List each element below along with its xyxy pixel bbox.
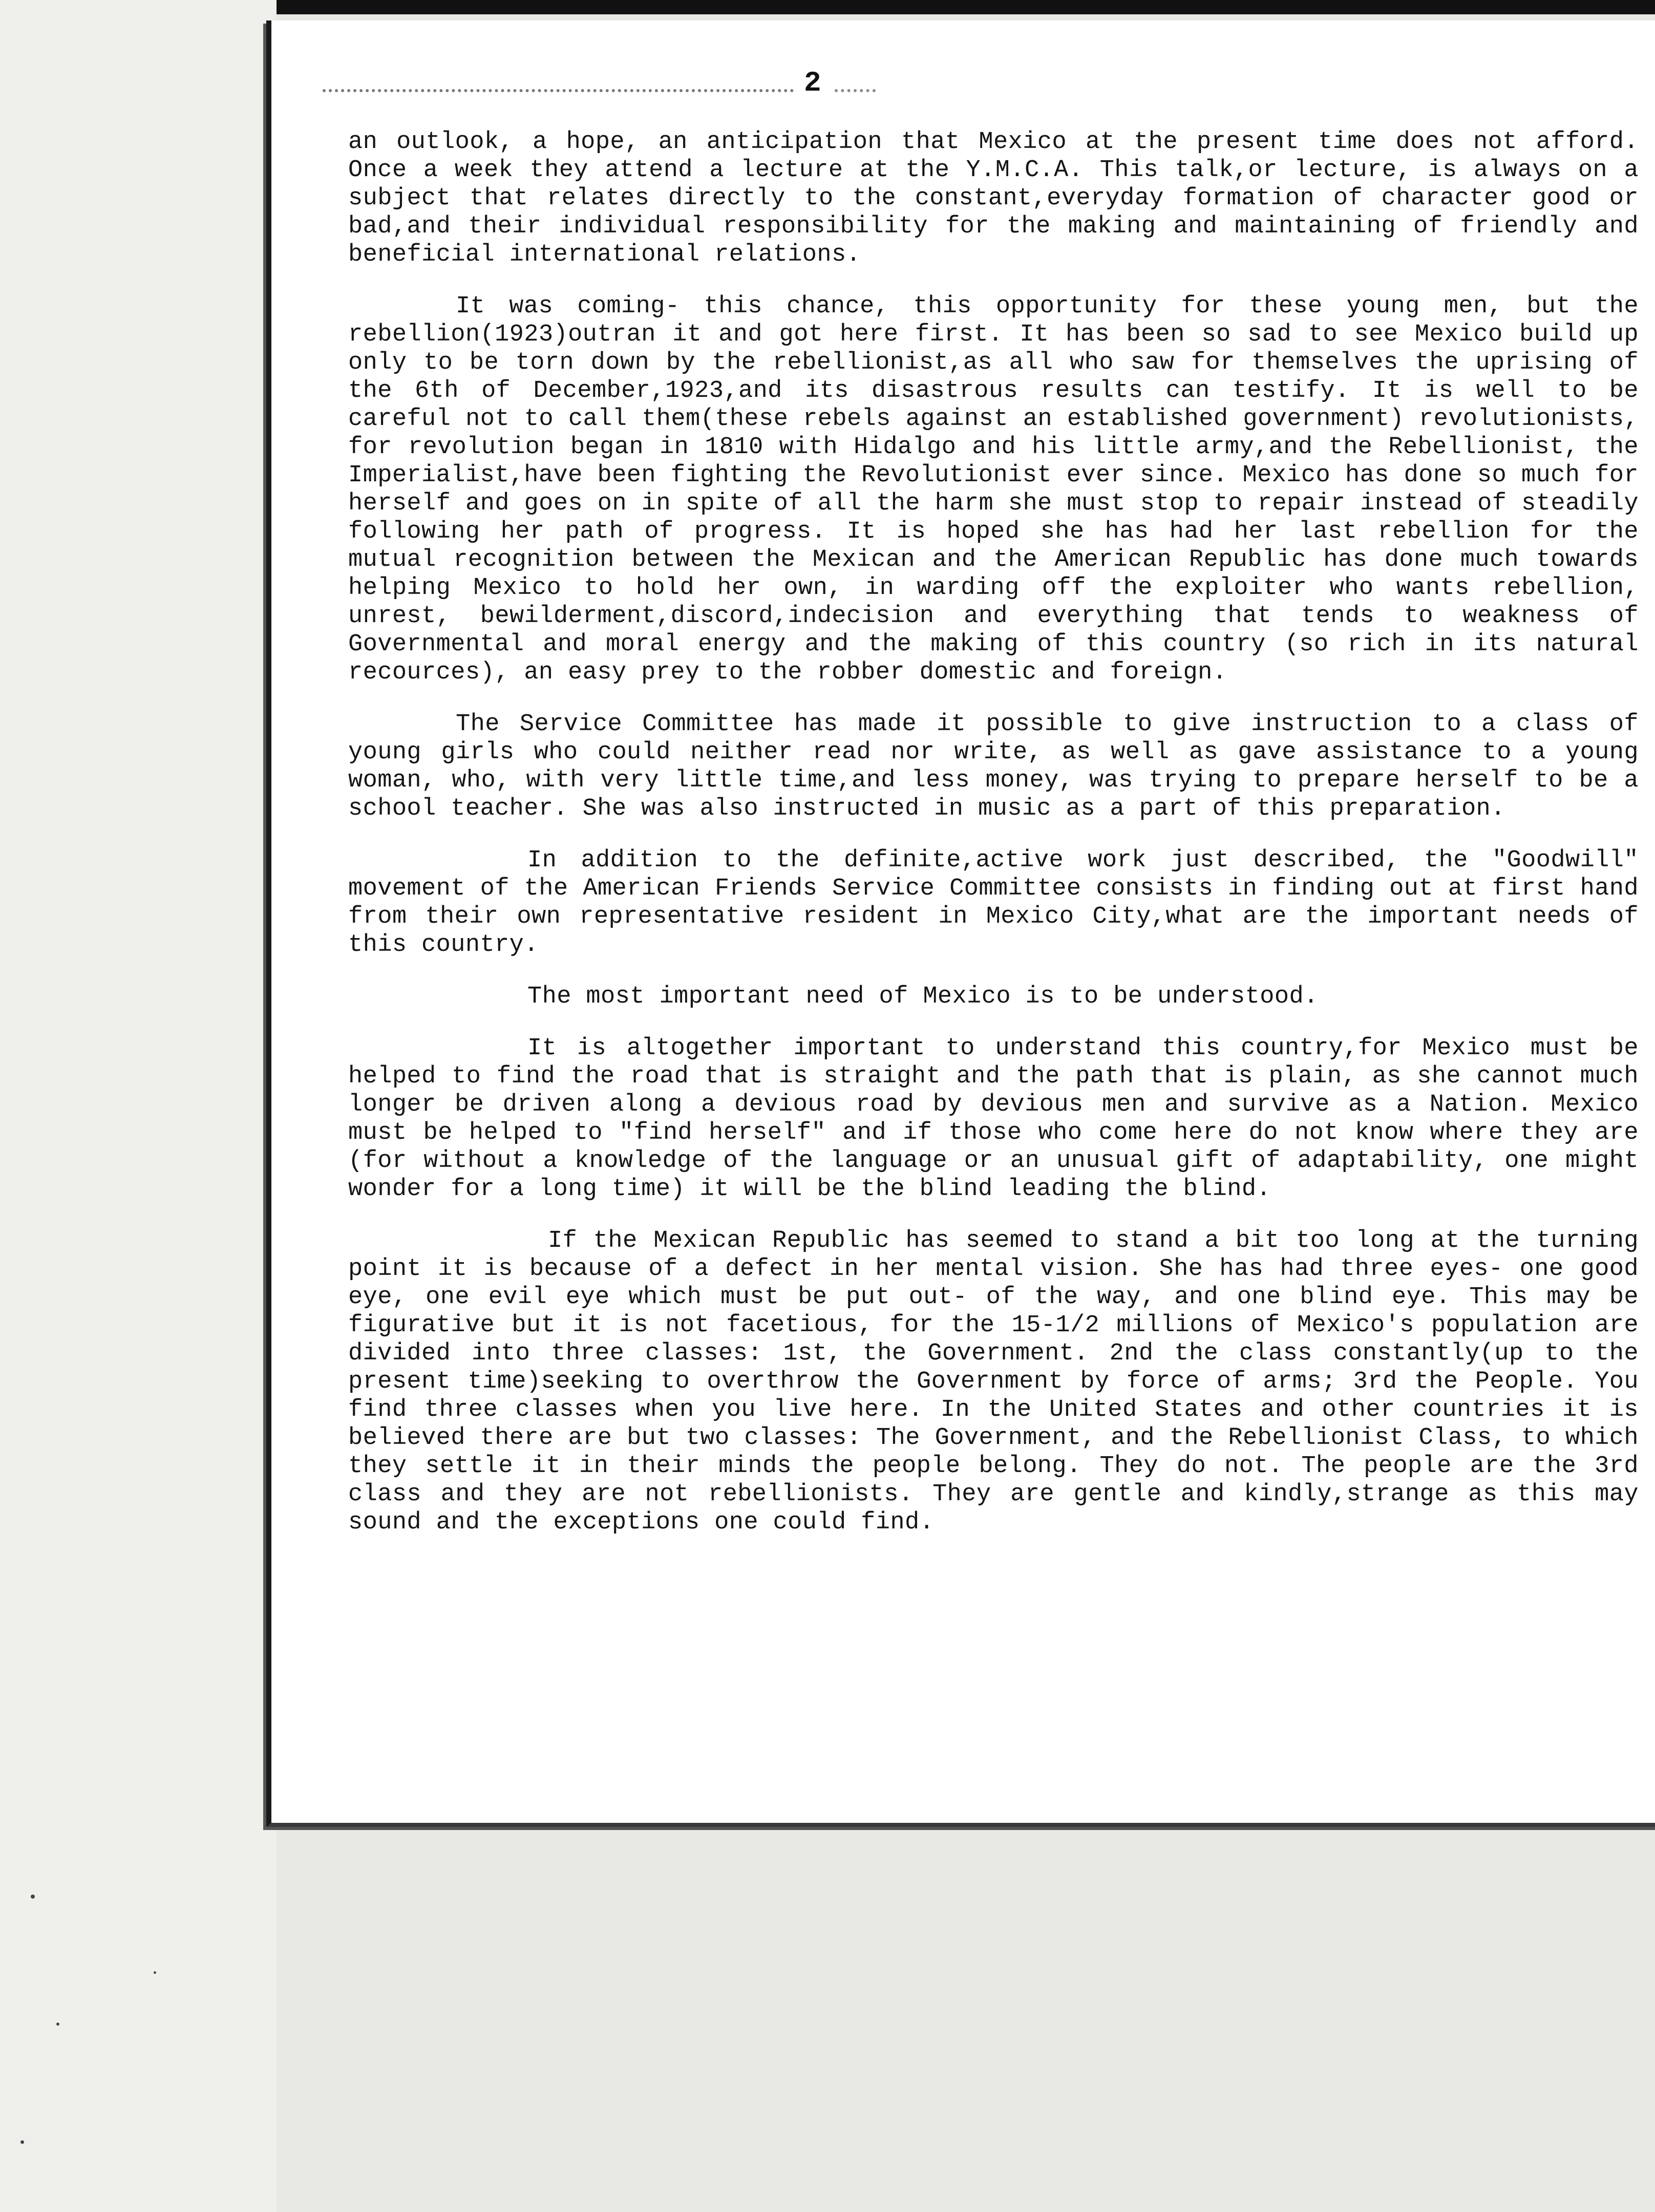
page-number: 2 (804, 67, 821, 99)
paragraph-1: an outlook, a hope, an anticipation that Mexico at the present time does not afford. Once a week they attend a lecture at the Y.M.C.A. This talk,or lecture, is always on a subject that relates directly to the constant,everyday formation of character good or bad,and their individual responsibility for the making and maintaining of friendly and beneficial international relations. (348, 129, 1639, 268)
scan-speck (31, 1895, 35, 1899)
paragraph-4: In addition to the definite,active work just described, the "Goodwill" movement of the American Friends Service Committee consists in finding out at first hand from their own representative resident in Mexico City,what are the important needs of this country. (348, 847, 1639, 959)
header-rule-right (835, 89, 876, 92)
body-text (348, 128, 1639, 1560)
scan-speck (56, 2023, 59, 2026)
document-page (266, 20, 1655, 1827)
header-rule (323, 89, 794, 92)
scan-speck (20, 2140, 24, 2144)
paragraph-6: It is altogether important to understand this country,for Mexico must be helped to find the road that is straight and the path that is plain, as she cannot much longer be driven along a devious road by devious men and survive as a Nation. Mexico must be helped to "find herself" and if those who come here do not know where they are (for without a knowledge of the language or an unusual gift of adaptability, one might wonder for a long time) it will be the blind leading the blind. (348, 1035, 1639, 1203)
paragraph-7: If the Mexican Republic has seemed to stand a bit too long at the turning point it is because of a defect in her mental vision. She has had three eyes- one good eye, one evil eye which must be put out- of the way, and one blind eye. This may be figurative but it is not facetious, for the 15-1/2 millions of Mexico's population are divided into three classes: 1st, the Government. 2nd the class constantly(up to the present time)seeking to overthrow the Government by force of arms; 3rd the People. You find three classes when you live here. In the United States and other countries it is believed there are but two classes: The Government, and the Rebellionist Class, to which they settle it in their minds the people belong. They do not. The people are the 3rd class and they are not rebellionists. They are gentle and kindly,strange as this may sound and the exceptions one could find. (348, 1227, 1639, 1536)
paragraph-5: The most important need of Mexico is to be understood. (527, 983, 1319, 1010)
paragraph-2: It was coming- this chance, this opportunity for these young men, but the rebellion(1923)outran it and got here first. It has been so sad to see Mexico build up only to be torn down by the rebellionist,as all who saw for themselves the uprising of the 6th of December,1923,and its disastrous results can testify. It is well to be careful not to call them(these rebels against an established government) revolutionists, for revolution began in 1810 with Hidalgo and his little army,and the Rebellionist, the Imperialist,have been fighting the Revolutionist ever since. Mexico has done so much for herself and goes on in spite of all the harm she must stop to repair instead of steadily following her path of progress. It is hoped she has had her last rebellion for the mutual recognition between the Mexican and the American Republic has done much towards helping Mexico to hold her own, in warding off the exploiter who wants rebellion, unrest, bewilderment,discord,indecision and everything that tends to weakness of Governmental and moral energy and the making of this country (so rich in its natural recources), an easy prey to the robber domestic and foreign. (348, 293, 1639, 686)
scan-speck (154, 1971, 156, 1974)
scan-background (0, 0, 277, 2212)
paragraph-3: The Service Committee has made it possible to give instruction to a class of young girls who could neither read nor write, as well as gave assistance to a young woman, who, with very little time,and less money, was trying to prepare herself to be a school teacher. She was also instructed in music as a part of this preparation. (348, 711, 1639, 822)
